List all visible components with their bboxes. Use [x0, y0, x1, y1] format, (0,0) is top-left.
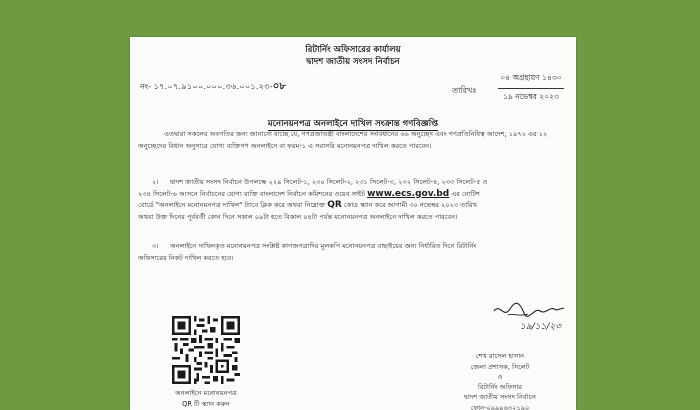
paragraph-2-line-1: দ্বাদশ জাতীয় সংসদ নির্বাচন উপলক্ষে ২২৯ সিলেট-১, ২৩০ সিলেট-২, ২৩১ সিলেট-৩, ২৩২ সিলেট-৪, ২৩৩ সিলেট-৫ ও [170, 178, 488, 186]
signatory-name: শেখ রাসেল হাসান [475, 352, 525, 360]
signatory-phone: ফোন-০৯৯৯৬৩২১৯০ [470, 404, 530, 410]
paragraph-2-line-3-end: কোড স্ক্যান করে আগামী ৩০ নভেম্বর ২০২৩ তারিখ [343, 201, 477, 209]
office-name: রিটার্নিং অফিসারের কার্যালয় [305, 45, 401, 55]
memo-number: ১৭.০৭.৯১০০.০০০.৩৬.০০১.২৩- [153, 82, 273, 91]
paragraph-3 [138, 241, 568, 264]
svg-text:১৯/১১/২৩: ১৯/১১/২৩ [520, 322, 562, 332]
date-label: তারিখঃ [452, 86, 477, 95]
memo-prefix: নং- [140, 82, 152, 91]
qr-code[interactable] [172, 316, 240, 384]
handwritten-signature [490, 299, 570, 333]
date-bangla: ০৪ অগ্রহায়ণ ১৪৩০ [498, 71, 564, 89]
qr-caption-line-1: অনলাইনে মনোনয়নপত্র [175, 389, 237, 397]
qr-caption-line-2: QR টি স্ক্যান করুন [182, 400, 230, 408]
date-box [498, 71, 564, 99]
paragraph-2-number: ২। [152, 178, 159, 186]
signatory-conjunction: ও [497, 373, 503, 381]
signatory-election: দ্বাদশ জাতীয় সংসদ নির্বাচন [464, 393, 536, 401]
notice-document [130, 37, 576, 410]
memo-reference [140, 79, 286, 96]
paragraph-1: এতদ্বারা সকলের অবগতির জন্য জানানো যাচ্ছে যে, গণপ্রজাতন্ত্রী বাংলাদেশের সংবিধানের ৬৬ অনুচ্ছেদ এবং গণপ্রতিনিধিত্ব আদেশ, ১৯৭২ এর ১২ অনুচ্ছেদের বিধান অনুসারে যোগ্য ব্যক্তিগণ অনলাইনে বা ফরম-১ এ সরাসরি মনোনয়নপত্র দাখিল করতে পারবেন। [138, 130, 548, 150]
paragraph-3-line-1: অনলাইনে দাখিলকৃত মনোনয়নপত্র সংশ্লিষ্ট কাগজপত্রাদির মূলকপি মনোনয়নপত্র বাছাইয়ের জন্য নির্ধারিত দিনে রিটার্নিং [170, 242, 477, 250]
ecs-website-link[interactable]: www.ecs.gov.bd [367, 188, 450, 199]
paragraph-2-line-4: অথবা উক্ত দিনের পূর্ববর্তী কোন দিনে সকাল ০৯টা হতে বিকাল ০৪টা পর্যন্ত মনোনয়নপত্র অনলাইনে দাখিল করতে পারবেন। [138, 212, 458, 221]
qr-word: QR [327, 200, 342, 210]
notice-title [130, 111, 576, 131]
paragraph-2-line-3: বোর্ডে "অনলাইনে মনোনয়নপত্র দাখিল" ট্যাবে ক্লিক করে অথবা নিম্নোক্ত [138, 201, 326, 209]
paragraph-2-line-2: ২৩৪ সিলেট-৬ আসনে নির্বাচনের যোগ্য ব্যক্তি বাংলাদেশ নির্বাচন কমিশনের ওয়েব সাইট [138, 189, 365, 198]
signatory-role: রিটার্নিং অফিসার [477, 383, 523, 391]
date-english: ১৯ নভেম্বর ২০২৩ [503, 92, 559, 101]
signatory-designation: জেলা প্রশাসক, সিলেট [470, 363, 530, 371]
notice-title-text: মনোনয়নপত্র অনলাইনে দাখিল সংক্রান্ত গণবিজ্ঞপ্তি [267, 119, 439, 129]
paragraph-3-line-2: অফিসারের নিকট দাখিল করতে হবে। [138, 253, 234, 262]
memo-suffix: ০৮ [272, 81, 286, 92]
paragraph-3-number: ৩। [152, 242, 159, 250]
paragraph-2-line-2-end: এর নোটিশ [451, 189, 480, 198]
election-name: দ্বাদশ জাতীয় সংসদ নির্বাচন [306, 57, 400, 67]
paragraph-2 [138, 177, 568, 223]
